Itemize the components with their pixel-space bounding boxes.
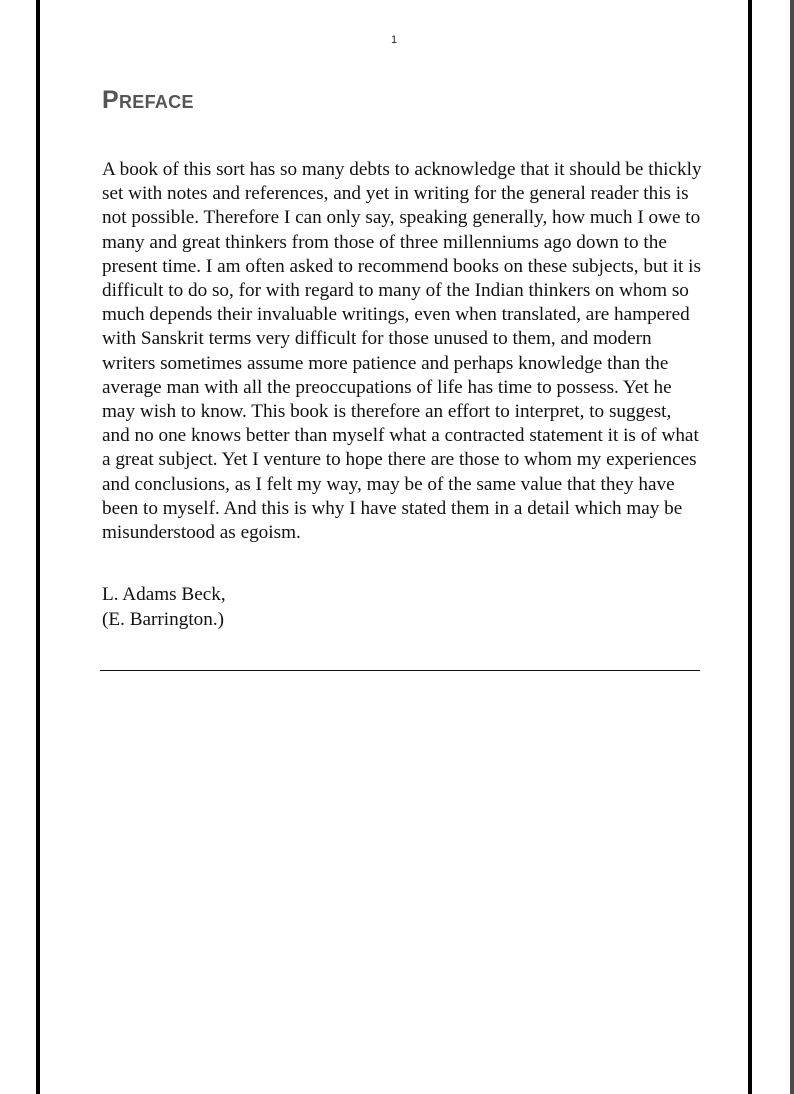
author-pseudonym: (E. Barrington.) bbox=[102, 608, 225, 630]
preface-paragraph: A book of this sort has so many debts to acknowledge that it should be thickly set with notes and references, and yet in writing for the general reader this is not possible. Therefore I can only say, speaking generally, how much I owe to many and great thinkers from those of three millenniums ago down to the present time. I am often asked to recommend books on these subjects, but it is difficult to do so, for with regard to many of the Indian thinkers on whom so much depends their invaluable writings, even when translated, are hampered with Sanskrit terms very difficult for those unused to them, and modern writers sometimes assume more patience and perhaps knowledge than the average man with all the preoccupations of life has time to possess. Yet he may wish to know. This book is therefore an effort to interpret, to suggest, and no one knows better than myself what a contracted statement it is of what a great subject. Yet I venture to hope there are those to whom my experiences and conclusions, as I felt my way, may be of the same value that they have been to myself. And this is why I have stated them in a detail which may be misunderstood as egoism. bbox=[102, 159, 702, 544]
page-heading: Preface bbox=[102, 86, 194, 114]
signature-block bbox=[102, 583, 502, 632]
author-name: L. Adams Beck, bbox=[102, 584, 226, 605]
page-number: 1 bbox=[390, 34, 398, 46]
section-divider bbox=[100, 670, 700, 671]
document-page bbox=[36, 0, 752, 1094]
viewer-edge bbox=[790, 0, 794, 1094]
